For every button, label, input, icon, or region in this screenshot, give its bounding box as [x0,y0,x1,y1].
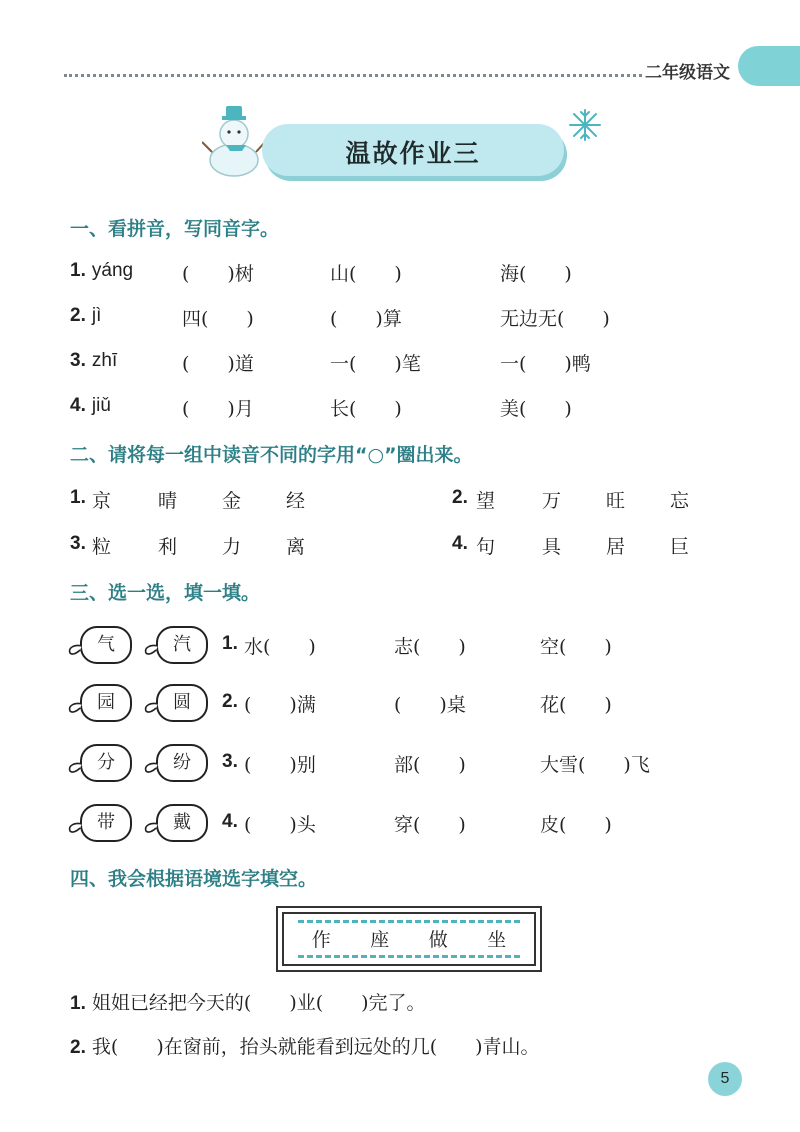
group-char: 巨 [670,536,690,558]
group-char: 望 [476,490,496,512]
option-chip [156,744,208,782]
group-char: 经 [286,490,306,512]
section-heading-1: 一、看拼音，写同音字。 [70,218,280,240]
word-box-dash [298,955,520,958]
item-number: 3. [222,751,238,772]
choose-blank: 花( ) [540,694,612,716]
item-number: 4. [452,533,468,554]
sentence-1 [70,988,426,1015]
circle-group-1 [70,486,86,509]
circle-group-3 [70,532,86,555]
circle-group-2 [452,486,468,509]
item-number: 2. [70,305,86,326]
pinyin-blank: 山( ) [330,263,402,285]
option-chip [156,684,208,722]
option-chip [80,804,132,842]
chip-tail-icon [142,822,158,834]
option-chip [156,804,208,842]
sentence-text: 姐姐已经把今天的( )业( )完了。 [91,992,426,1014]
item-number: 3. [70,533,86,554]
choose-blank: ( )头 [244,814,316,836]
pinyin-blank: 美( ) [500,398,572,420]
word-char: 作 [311,929,331,951]
option-char: 气 [97,634,115,655]
item-number: 2. [452,487,468,508]
header-dotted-rule [64,74,642,77]
pinyin-blank: 海( ) [500,263,572,285]
chip-tail-icon [66,702,82,714]
option-char: 分 [97,752,115,773]
title-banner [262,124,564,176]
choose-num [222,810,238,833]
group-char: 万 [542,490,562,512]
sentence-text: 我( )在窗前，抬头就能看到远处的几( )青山。 [91,1036,540,1058]
group-char: 句 [476,536,496,558]
page-number: 5 [708,1062,742,1096]
item-number: 3. [70,350,86,371]
item-number: 4. [222,811,238,832]
option-chip [80,744,132,782]
item-number: 1. [222,633,238,654]
word-char: 座 [370,929,390,951]
choose-blank: ( )别 [244,754,316,776]
choose-num [222,690,238,713]
chip-tail-icon [66,822,82,834]
circle-group-4 [452,532,468,555]
snowflake-icon [568,108,602,142]
chip-tail-icon [66,644,82,656]
pinyin-row-3 [70,349,117,372]
item-number: 4. [70,395,86,416]
choose-blank: 水( ) [244,636,316,658]
pinyin-blank: 一( )鸭 [500,353,591,375]
group-char: 居 [606,536,626,558]
chip-tail-icon [142,702,158,714]
group-char: 粒 [92,536,112,558]
option-char: 纷 [173,752,191,773]
choose-blank: 志( ) [394,636,466,658]
choose-num [222,632,238,655]
choose-num [222,750,238,773]
choose-blank: ( )满 [244,694,316,716]
section-heading-3: 三、选一选，填一填。 [70,582,261,604]
chip-tail-icon [142,762,158,774]
word-char: 做 [428,929,448,951]
item-number: 2. [70,1037,86,1058]
group-char: 金 [222,490,242,512]
pinyin-blank: ( )树 [182,263,254,285]
grade-tab [738,46,800,86]
chip-tail-icon [142,644,158,656]
option-chip [80,626,132,664]
choose-blank: 大雪( )飞 [540,754,650,776]
group-char: 力 [222,536,242,558]
group-char: 晴 [158,490,178,512]
choose-blank: ( )桌 [394,694,466,716]
pinyin: yáng [91,260,134,281]
option-char: 圆 [173,692,191,713]
word-box-dash [298,920,520,923]
pinyin-row-4 [70,394,111,417]
word-box-chars [278,925,540,952]
pinyin-blank: 四( ) [182,308,254,330]
pinyin: jì [91,305,102,326]
pinyin: jiǔ [91,395,111,416]
pinyin-blank: 长( ) [330,398,402,420]
chip-tail-icon [66,762,82,774]
option-char: 戴 [173,812,191,833]
pinyin-row-1 [70,259,133,282]
option-char: 带 [97,812,115,833]
pinyin: zhī [91,350,118,371]
pinyin-blank: ( )道 [182,353,254,375]
choose-blank: 皮( ) [540,814,612,836]
option-chip [156,626,208,664]
item-number: 1. [70,993,86,1014]
group-char: 旺 [606,490,626,512]
pinyin-blank: ( )算 [330,308,402,330]
pinyin-blank: ( )月 [182,398,254,420]
choose-blank: 空( ) [540,636,612,658]
group-char: 具 [542,536,562,558]
snowman-icon [202,104,266,178]
pinyin-row-2 [70,304,101,327]
group-char: 京 [92,490,112,512]
word-box [276,906,542,972]
option-char: 汽 [173,634,191,655]
item-number: 2. [222,691,238,712]
section-heading-4: 四、我会根据语境选字填空。 [70,868,318,890]
group-char: 利 [158,536,178,558]
option-chip [80,684,132,722]
page-title: 温故作业三 [345,139,481,168]
pinyin-blank: 无边无( ) [500,308,610,330]
group-char: 离 [286,536,306,558]
pinyin-blank: 一( )笔 [330,353,421,375]
option-char: 园 [97,692,115,713]
item-number: 1. [70,260,86,281]
section-heading-2: 二、请将每一组中读音不同的字用“○”圈出来。 [70,444,473,466]
choose-blank: 穿( ) [394,814,466,836]
word-char: 坐 [487,929,507,951]
choose-blank: 部( ) [394,754,466,776]
item-number: 1. [70,487,86,508]
sentence-2 [70,1032,540,1059]
grade-label: 二年级语文 [645,63,730,83]
group-char: 忘 [670,490,690,512]
